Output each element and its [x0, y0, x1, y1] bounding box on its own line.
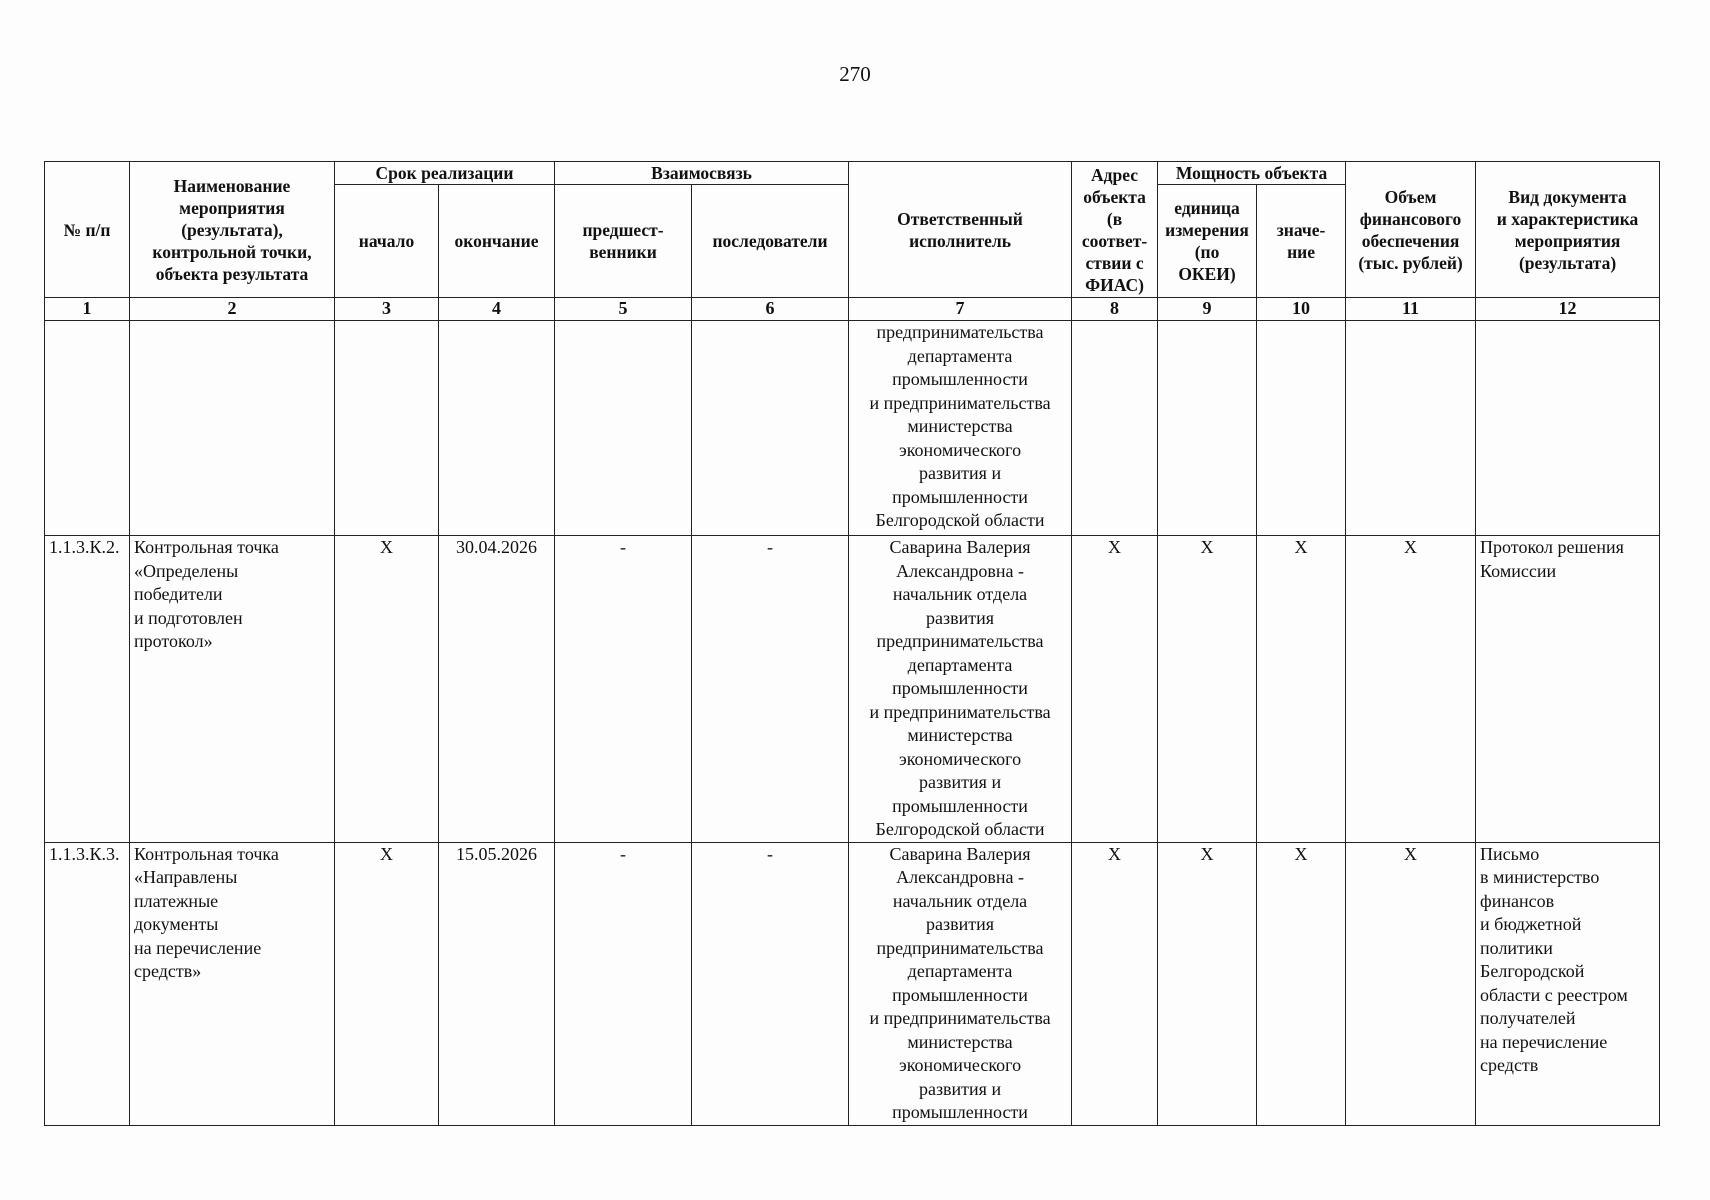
- header-value: значе- ние: [1257, 185, 1346, 298]
- cell-value: [1257, 321, 1346, 536]
- cell-successors: [692, 321, 849, 536]
- cell-unit: X: [1158, 842, 1257, 1125]
- cell-doc: Письмо в министерство финансов и бюджетной политики Белгородской области с реестром получателей на перечисление средств: [1476, 842, 1660, 1125]
- header-doc: Вид документа и характеристика мероприятия (результата): [1476, 162, 1660, 298]
- cell-num: [45, 321, 130, 536]
- cell-num: 1.1.3.К.2.: [45, 536, 130, 843]
- cell-responsible: Саварина Валерия Александровна - начальник отдела развития предпринимательства департамента промышленности и предпринимательства министерства экономического развития и промышленности Белгородской области: [849, 536, 1072, 843]
- header-group-term: Срок реализации: [335, 162, 555, 185]
- header-predecessors: предшест- венники: [555, 185, 692, 298]
- column-number: 7: [849, 298, 1072, 321]
- column-number: 3: [335, 298, 439, 321]
- cell-start: X: [335, 842, 439, 1125]
- column-number: 8: [1072, 298, 1158, 321]
- column-number: 9: [1158, 298, 1257, 321]
- header-group-capacity: Мощность объекта: [1158, 162, 1346, 185]
- header-end: окончание: [439, 185, 555, 298]
- column-number-row: [45, 298, 1660, 321]
- column-number: 12: [1476, 298, 1660, 321]
- cell-unit: [1158, 321, 1257, 536]
- table-header: [45, 162, 1660, 298]
- page-number: 270: [839, 62, 871, 86]
- cell-predecessors: [555, 321, 692, 536]
- cell-finance: X: [1346, 842, 1476, 1125]
- header-responsible: Ответственный исполнитель: [849, 162, 1072, 298]
- cell-predecessors: -: [555, 842, 692, 1125]
- header-finance: Объем финансового обеспечения (тыс. рублей): [1346, 162, 1476, 298]
- header-start: начало: [335, 185, 439, 298]
- cell-end: [439, 321, 555, 536]
- header-group-link: Взаимосвязь: [555, 162, 849, 185]
- column-number: 10: [1257, 298, 1346, 321]
- cell-end: 30.04.2026: [439, 536, 555, 843]
- plan-table: [44, 161, 1660, 1126]
- header-address: Адрес объекта (в соответ- ствии с ФИАС): [1072, 162, 1158, 298]
- header-num: № п/п: [45, 162, 130, 298]
- cell-value: X: [1257, 842, 1346, 1125]
- cell-address: X: [1072, 536, 1158, 843]
- table-row: [45, 321, 1660, 536]
- cell-finance: X: [1346, 536, 1476, 843]
- column-number: 4: [439, 298, 555, 321]
- cell-value: X: [1257, 536, 1346, 843]
- cell-num: 1.1.3.К.3.: [45, 842, 130, 1125]
- cell-end: 15.05.2026: [439, 842, 555, 1125]
- cell-successors: -: [692, 842, 849, 1125]
- cell-successors: -: [692, 536, 849, 843]
- cell-doc: [1476, 321, 1660, 536]
- header-successors: последователи: [692, 185, 849, 298]
- cell-name: Контрольная точка «Направлены платежные документы на перечисление средств»: [130, 842, 335, 1125]
- column-number: 5: [555, 298, 692, 321]
- column-number: 1: [45, 298, 130, 321]
- cell-responsible: предпринимательства департамента промышленности и предпринимательства министерства экономического развития и промышленности Белгородской области: [849, 321, 1072, 536]
- column-number: 2: [130, 298, 335, 321]
- cell-start: [335, 321, 439, 536]
- table-row: [45, 842, 1660, 1125]
- column-number: 11: [1346, 298, 1476, 321]
- header-name: Наименование мероприятия (результата), контрольной точки, объекта результата: [130, 162, 335, 298]
- cell-name: Контрольная точка «Определены победители и подготовлен протокол»: [130, 536, 335, 843]
- cell-address: X: [1072, 842, 1158, 1125]
- cell-name: [130, 321, 335, 536]
- cell-predecessors: -: [555, 536, 692, 843]
- cell-unit: X: [1158, 536, 1257, 843]
- cell-finance: [1346, 321, 1476, 536]
- header-unit: единица измерения (по ОКЕИ): [1158, 185, 1257, 298]
- cell-address: [1072, 321, 1158, 536]
- column-number: 6: [692, 298, 849, 321]
- cell-responsible: Саварина Валерия Александровна - начальник отдела развития предпринимательства департамента промышленности и предпринимательства министерства экономического развития и промышленности: [849, 842, 1072, 1125]
- table-row: [45, 536, 1660, 843]
- cell-start: X: [335, 536, 439, 843]
- cell-doc: Протокол решения Комиссии: [1476, 536, 1660, 843]
